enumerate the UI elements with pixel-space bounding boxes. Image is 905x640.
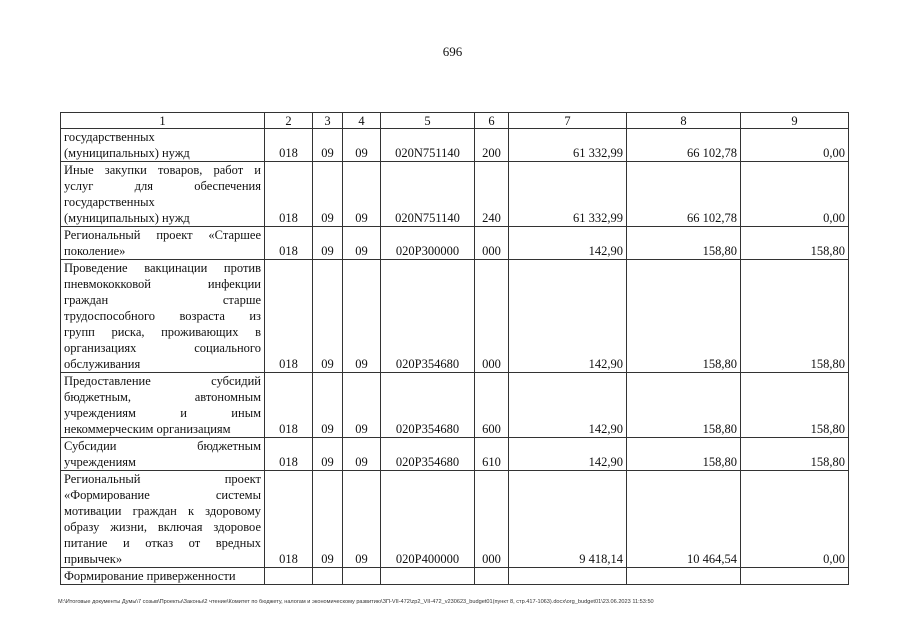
column-3-cell: 09 — [313, 373, 343, 438]
amount-cell: 0,00 — [741, 471, 849, 568]
description-line: услуг для обеспечения — [64, 179, 261, 193]
amount-cell: 0,00 — [741, 129, 849, 162]
amount-cell: 158,80 — [627, 260, 741, 373]
description-line: Предоставление субсидий — [64, 374, 261, 388]
page-number: 696 — [442, 44, 463, 59]
amount-cell: 158,80 — [741, 438, 849, 471]
description-cell — [61, 471, 265, 568]
amount-cell: 61 332,99 — [509, 129, 627, 162]
description-line: обслуживания — [64, 357, 141, 371]
column-3-cell: 09 — [313, 438, 343, 471]
description-line: учреждениям и иным — [64, 406, 261, 420]
amount-cell: 142,90 — [509, 260, 627, 373]
description-line: государственных — [64, 195, 155, 209]
column-3-cell: 09 — [313, 260, 343, 373]
column-6-cell: 240 — [475, 162, 509, 227]
header-cell: 3 — [313, 113, 343, 129]
header-cell: 4 — [343, 113, 381, 129]
amount-cell: 10 464,54 — [627, 471, 741, 568]
amount-cell — [509, 568, 627, 585]
table-row — [61, 260, 849, 373]
table-row — [61, 129, 849, 162]
table-row — [61, 471, 849, 568]
description-line: «Формирование системы — [64, 488, 261, 502]
amount-cell: 142,90 — [509, 227, 627, 260]
description-line: государственных — [64, 130, 155, 144]
header-cell: 2 — [265, 113, 313, 129]
column-4-cell — [343, 568, 381, 585]
description-line: питание и отказ от вредных — [64, 536, 261, 550]
table-row — [61, 162, 849, 227]
header-cell: 6 — [475, 113, 509, 129]
amount-cell: 158,80 — [741, 227, 849, 260]
header-cell: 1 — [61, 113, 265, 129]
column-6-cell: 000 — [475, 471, 509, 568]
description-cell — [61, 438, 265, 471]
description-line: привычек» — [64, 552, 123, 566]
column-2-cell: 018 — [265, 438, 313, 471]
amount-cell: 142,90 — [509, 438, 627, 471]
description-cell — [61, 129, 265, 162]
column-6-cell: 000 — [475, 260, 509, 373]
column-4-cell: 09 — [343, 162, 381, 227]
description-line: бюджетным, автономным — [64, 390, 261, 404]
code-cell: 020P354680 — [381, 260, 475, 373]
column-2-cell: 018 — [265, 227, 313, 260]
amount-cell: 61 332,99 — [509, 162, 627, 227]
column-6-cell: 610 — [475, 438, 509, 471]
table-row — [61, 373, 849, 438]
code-cell: 020P354680 — [381, 373, 475, 438]
description-cell — [61, 373, 265, 438]
description-line: (муниципальных) нужд — [64, 211, 190, 225]
column-4-cell: 09 — [343, 129, 381, 162]
amount-cell — [627, 568, 741, 585]
column-6-cell: 000 — [475, 227, 509, 260]
description-line: Региональный проект «Старшее — [64, 228, 261, 242]
amount-cell: 66 102,78 — [627, 129, 741, 162]
description-line: трудоспособного возраста из — [64, 309, 261, 323]
code-cell: 020N751140 — [381, 129, 475, 162]
code-cell: 020N751140 — [381, 162, 475, 227]
description-line: мотивации граждан к здоровому — [64, 504, 261, 518]
description-line: Иные закупки товаров, работ и — [64, 163, 261, 177]
column-3-cell: 09 — [313, 129, 343, 162]
header-cell: 8 — [627, 113, 741, 129]
header-cell: 9 — [741, 113, 849, 129]
description-line: поколение» — [64, 244, 126, 258]
column-3-cell — [313, 568, 343, 585]
amount-cell: 158,80 — [627, 227, 741, 260]
column-6-cell: 600 — [475, 373, 509, 438]
table-header-row — [61, 113, 849, 129]
code-cell — [381, 568, 475, 585]
description-line: пневмококковой инфекции — [64, 277, 261, 291]
description-cell — [61, 260, 265, 373]
code-cell: 020P400000 — [381, 471, 475, 568]
description-line: групп риска, проживающих в — [64, 325, 261, 339]
description-cell — [61, 162, 265, 227]
table-row — [61, 227, 849, 260]
description-line: (муниципальных) нужд — [64, 146, 190, 160]
column-3-cell: 09 — [313, 162, 343, 227]
amount-cell: 158,80 — [627, 438, 741, 471]
description-line: граждан старше — [64, 293, 261, 307]
column-3-cell: 09 — [313, 227, 343, 260]
amount-cell: 142,90 — [509, 373, 627, 438]
code-cell: 020P300000 — [381, 227, 475, 260]
amount-cell: 158,80 — [741, 260, 849, 373]
description-cell — [61, 568, 265, 585]
description-line: организациях социального — [64, 341, 261, 355]
table-row — [61, 438, 849, 471]
table-row — [61, 568, 849, 585]
column-2-cell: 018 — [265, 260, 313, 373]
description-line: Проведение вакцинации против — [64, 261, 261, 275]
amount-cell: 158,80 — [627, 373, 741, 438]
column-2-cell: 018 — [265, 373, 313, 438]
budget-table — [60, 112, 849, 585]
column-4-cell: 09 — [343, 438, 381, 471]
header-cell: 5 — [381, 113, 475, 129]
column-2-cell — [265, 568, 313, 585]
amount-cell: 9 418,14 — [509, 471, 627, 568]
description-line: Формирование приверженности — [64, 569, 236, 583]
column-4-cell: 09 — [343, 227, 381, 260]
description-line: некоммерческим организациям — [64, 422, 231, 436]
description-line: Субсидии бюджетным — [64, 439, 261, 453]
amount-cell: 66 102,78 — [627, 162, 741, 227]
description-cell — [61, 227, 265, 260]
column-2-cell: 018 — [265, 471, 313, 568]
code-cell: 020P354680 — [381, 438, 475, 471]
description-line: Региональный проект — [64, 472, 261, 486]
column-4-cell: 09 — [343, 373, 381, 438]
column-4-cell: 09 — [343, 260, 381, 373]
description-line: учреждениям — [64, 455, 136, 469]
column-2-cell: 018 — [265, 162, 313, 227]
description-line: образу жизни, включая здоровое — [64, 520, 261, 534]
amount-cell — [741, 568, 849, 585]
amount-cell: 158,80 — [741, 373, 849, 438]
document-footer-path: M:\Итоговые документы Думы\7 созыв\Проекты\Законы\2 чтение\Комитет по бюджету, налогам и экономическому развитию\ЗП-VII-472\zp2_VII-472_v230623_budget01(пункт 8, стр.417-1063).docx\org_budget01\23.06.2023 11:53:50 — [58, 599, 654, 605]
column-3-cell: 09 — [313, 471, 343, 568]
column-6-cell — [475, 568, 509, 585]
column-4-cell: 09 — [343, 471, 381, 568]
column-2-cell: 018 — [265, 129, 313, 162]
amount-cell: 0,00 — [741, 162, 849, 227]
column-6-cell: 200 — [475, 129, 509, 162]
header-cell: 7 — [509, 113, 627, 129]
